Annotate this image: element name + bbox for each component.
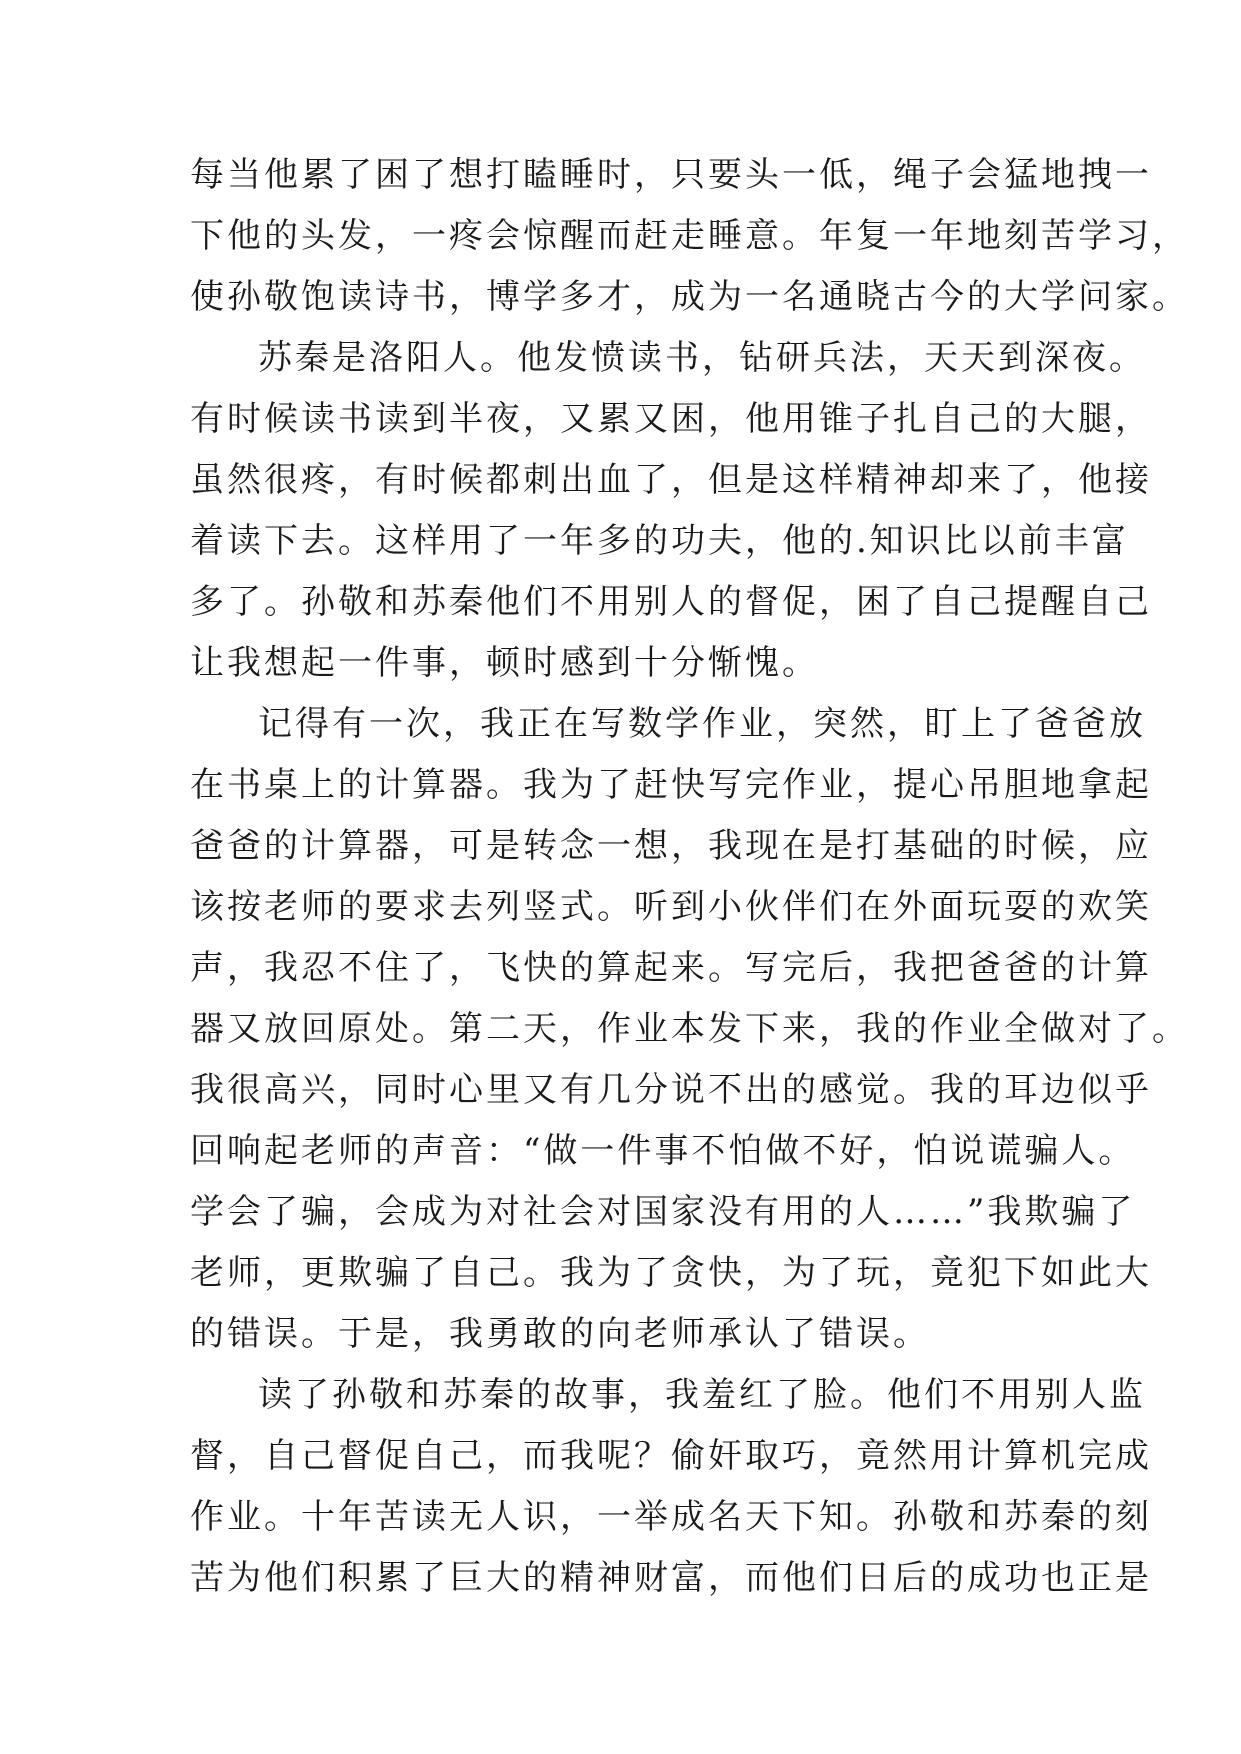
- text-line: 每当他累了困了想打瞌睡时，只要头一低，绳子会猛地拽一: [190, 155, 1152, 195]
- text-line: 下他的头发，一疼会惊醒而赶走睡意。年复一年地刻苦学习，: [190, 216, 1189, 256]
- paragraph-first-line: 读了孙敬和苏秦的故事，我羞红了脸。他们不用别人监: [258, 1375, 1146, 1415]
- text-line: 爸爸的计算器，可是转念一想，我现在是打基础的时候，应: [190, 826, 1152, 866]
- text-line: 器又放回原处。第二天，作业本发下来，我的作业全做对了。: [190, 1009, 1189, 1049]
- text-line: 督，自己督促自己，而我呢？偷奸取巧，竟然用计算机完成: [190, 1436, 1152, 1476]
- text-line: 学会了骗，会成为对社会对国家没有用的人……”我欺骗了: [190, 1192, 1136, 1232]
- body-text: [190, 145, 1189, 1609]
- text-line: 苦为他们积累了巨大的精神财富，而他们日后的成功也正是: [190, 1558, 1152, 1598]
- text-line: 回响起老师的声音：“做一件事不怕做不好，怕说谎骗人。: [190, 1131, 1136, 1171]
- text-line: 作业。十年苦读无人识，一举成名天下知。孙敬和苏秦的刻: [190, 1497, 1152, 1537]
- text-line: 有时候读书读到半夜，又累又困，他用锥子扎自己的大腿，: [190, 399, 1152, 439]
- paragraph-first-line: 苏秦是洛阳人。他发愤读书，钻研兵法，天天到深夜。: [258, 338, 1146, 378]
- text-line: 老师，更欺骗了自己。我为了贪快，为了玩，竟犯下如此大: [190, 1253, 1152, 1293]
- text-line: 在书桌上的计算器。我为了赶快写完作业，提心吊胆地拿起: [190, 765, 1152, 805]
- text-line: 该按老师的要求去列竖式。听到小伙伴们在外面玩耍的欢笑: [190, 887, 1152, 927]
- text-line: 声，我忍不住了，飞快的算起来。写完后，我把爸爸的计算: [190, 948, 1152, 988]
- text-line: 我很高兴，同时心里又有几分说不出的感觉。我的耳边似乎: [190, 1070, 1152, 1110]
- text-line: 的错误。于是，我勇敢的向老师承认了错误。: [190, 1314, 930, 1354]
- text-line: 使孙敬饱读诗书，博学多才，成为一名通晓古今的大学问家。: [190, 277, 1189, 317]
- paragraph-first-line: 记得有一次，我正在写数学作业，突然，盯上了爸爸放: [258, 704, 1146, 744]
- text-line: 着读下去。这样用了一年多的功夫，他的.知识比以前丰富: [190, 521, 1129, 561]
- text-line: 多了。孙敬和苏秦他们不用别人的督促，困了自己提醒自己: [190, 582, 1152, 622]
- text-line: 虽然很疼，有时候都刺出血了，但是这样精神却来了，他接: [190, 460, 1152, 500]
- text-line: 让我想起一件事，顿时感到十分惭愧。: [190, 643, 819, 683]
